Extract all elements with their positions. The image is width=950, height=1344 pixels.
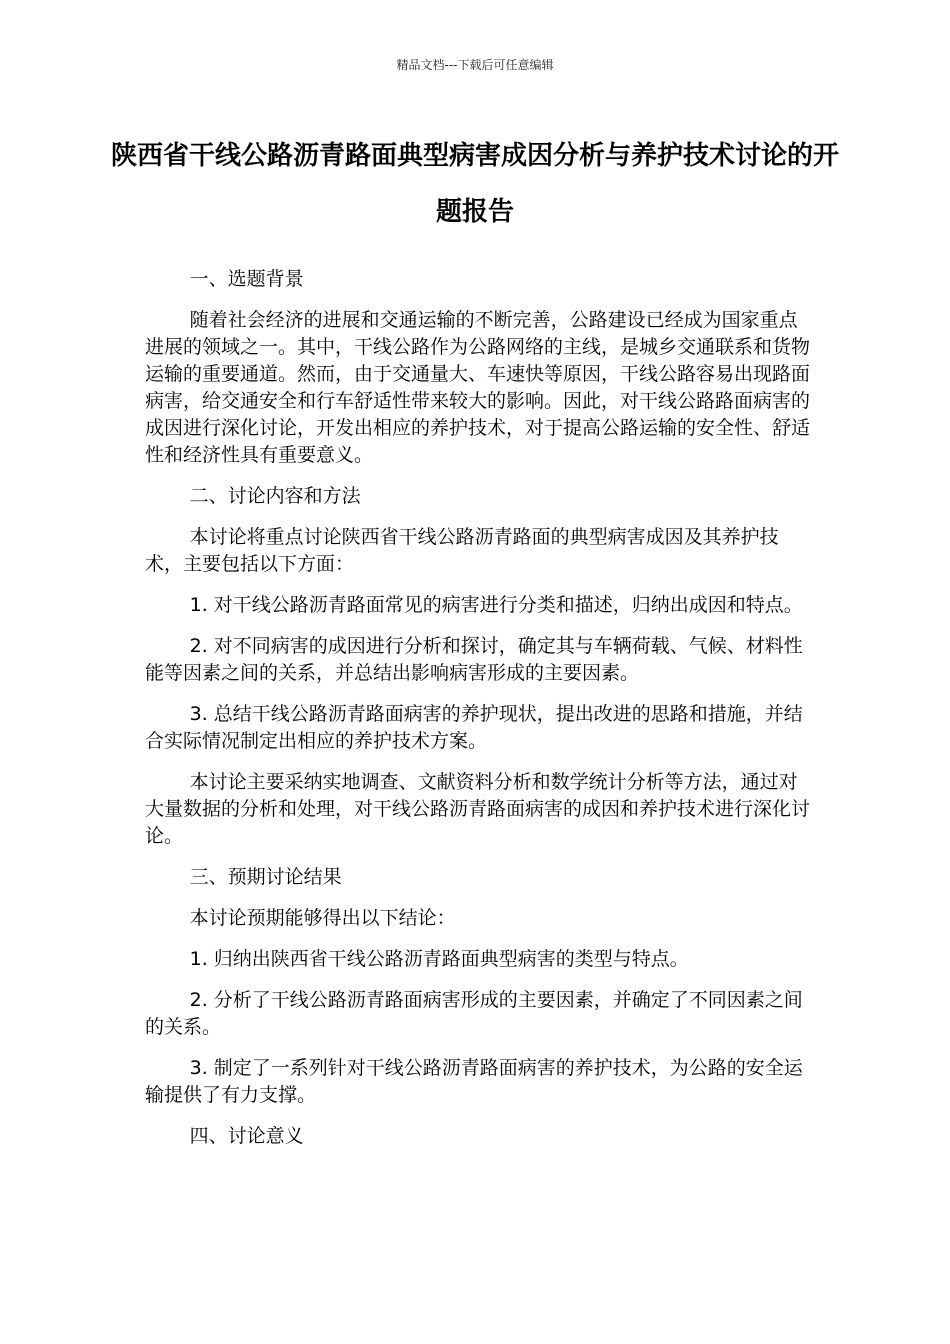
list-item-content-1: 1. 对干线公路沥青路面常见的病害进行分类和描述，归纳出成因和特点。 [189,594,803,616]
section-heading-expected-results: 三、预期讨论结果 [189,866,342,888]
section-heading-background: 一、选题背景 [189,268,304,290]
document-title: 陕西省干线公路沥青路面典型病害成因分析与养护技术讨论的开题报告 [110,141,839,227]
section-heading-content-methods: 二、讨论内容和方法 [189,485,361,507]
document-body [145,266,810,1164]
list-item-content-2: 2. 对不同病害的成因进行分析和探讨，确定其与车辆荷载、气候、材料性能等因素之间的关系，并总结出影响病害形成的主要因素。 [145,635,803,684]
paragraph-results-intro: 本讨论预期能够得出以下结论： [189,907,456,929]
list-item-result-3: 3. 制定了一系列针对干线公路沥青路面病害的养护技术，为公路的安全运输提供了有力支撑。 [145,1057,803,1106]
list-item-result-2: 2. 分析了干线公路沥青路面病害形成的主要因素，并确定了不同因素之间的关系。 [145,989,803,1038]
list-item-content-3: 3. 总结干线公路沥青路面病害的养护现状，提出改进的思路和措施，并结合实际情况制定出相应的养护技术方案。 [145,703,803,752]
paragraph-content-intro: 本讨论将重点讨论陕西省干线公路沥青路面的典型病害成因及其养护技术，主要包括以下方面： [145,526,779,575]
section-heading-significance: 四、讨论意义 [189,1125,304,1147]
paragraph-background: 随着社会经济的进展和交通运输的不断完善，公路建设已经成为国家重点进展的领域之一。其中，干线公路作为公路网络的主线，是城乡交通联系和货物运输的重要通道。然而，由于交通量大、车速快等原因，干线公路容易出现路面病害，给交通安全和行车舒适性带来较大的影响。因此，对干线公路路面病害的成因进行深化讨论，开发出相应的养护技术，对于提高公路运输的安全性、舒适性和经济性具有重要意义。 [145,309,811,466]
page-header: 精品文档---下载后可任意编辑 [396,58,554,72]
list-item-result-1: 1. 归纳出陕西省干线公路沥青路面典型病害的类型与特点。 [189,948,689,970]
paragraph-methods: 本讨论主要采纳实地调查、文献资料分析和数学统计分析等方法，通过对大量数据的分析和处理，对干线公路沥青路面病害的成因和养护技术进行深化讨论。 [145,771,811,847]
